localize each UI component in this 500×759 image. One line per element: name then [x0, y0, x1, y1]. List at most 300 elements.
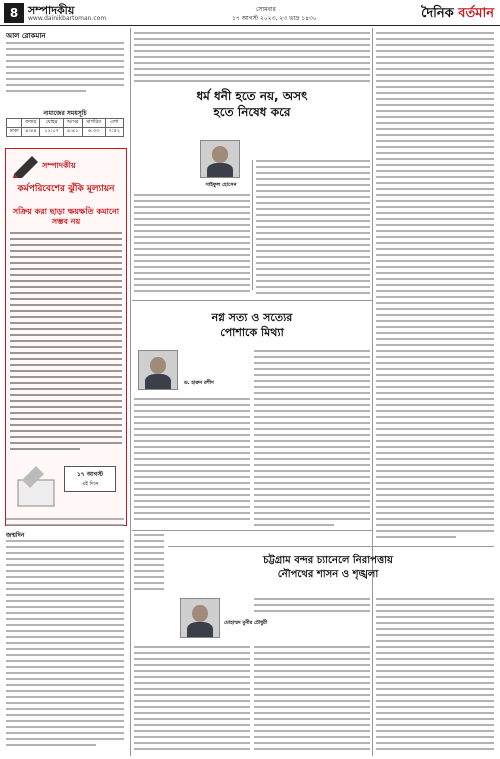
editorial-title: কর্মপরিবেশের ঝুঁকি মূল্যায়ন — [17, 184, 115, 194]
text-line — [6, 54, 124, 56]
text-line — [254, 428, 370, 430]
text-line — [6, 540, 124, 542]
text-line — [254, 610, 370, 612]
logo-text-1: দৈনিক — [421, 6, 459, 21]
text-line — [134, 730, 250, 732]
text-line — [254, 494, 370, 496]
text-line — [376, 676, 494, 678]
this-day-card — [64, 466, 116, 492]
text-line — [376, 224, 494, 226]
text-line — [10, 340, 122, 342]
article-3-headline-line2: নৌপথের শাসন ও শৃঙ্খলা — [277, 569, 379, 580]
text-line — [376, 290, 494, 292]
text-line — [10, 238, 122, 240]
text-line — [256, 160, 370, 162]
text-line — [134, 398, 250, 400]
text-line — [134, 440, 250, 442]
text-line — [254, 512, 370, 514]
text-line — [6, 666, 124, 668]
article-1-author: সাইফুল হোসেন — [205, 182, 237, 188]
text-line — [10, 370, 122, 372]
text-line — [134, 56, 370, 58]
text-line — [376, 410, 494, 412]
text-line — [376, 368, 494, 370]
text-line — [376, 128, 494, 130]
text-line — [134, 254, 250, 256]
text-line — [134, 74, 370, 76]
text-line — [134, 570, 164, 572]
text-line — [376, 530, 494, 532]
text-line — [134, 540, 164, 542]
text-line — [6, 696, 124, 698]
text-line — [376, 284, 494, 286]
text-line — [256, 232, 370, 234]
newspaper-logo — [421, 4, 494, 25]
text-line — [376, 470, 494, 472]
text-line — [10, 268, 122, 270]
text-line — [134, 236, 250, 238]
text-line — [6, 630, 124, 632]
births-heading: জন্মদিন — [6, 532, 25, 539]
text-line — [376, 302, 494, 304]
text-line — [134, 416, 250, 418]
text-line — [134, 688, 250, 690]
text-line — [134, 748, 250, 750]
text-line — [10, 298, 122, 300]
text-line — [376, 518, 494, 520]
text-line — [134, 670, 250, 672]
article-1-headline-line2: হতে নিষেধ করে — [213, 105, 291, 119]
text-line — [254, 688, 370, 690]
page-header — [0, 0, 500, 26]
text-line — [134, 582, 164, 584]
text-line — [376, 610, 494, 612]
text-line — [134, 506, 250, 508]
table-cell: ১২:০৭ — [40, 128, 63, 137]
text-line — [376, 422, 494, 424]
text-line — [254, 646, 370, 648]
text-line — [376, 380, 494, 382]
text-line — [134, 470, 250, 472]
text-line — [6, 636, 124, 638]
text-line — [134, 452, 250, 454]
text-line — [254, 500, 370, 502]
text-line — [6, 594, 124, 596]
text-line — [256, 256, 370, 258]
text-line — [256, 178, 370, 180]
text-line — [376, 206, 494, 208]
text-line — [254, 724, 370, 726]
text-line — [134, 404, 250, 406]
text-line — [256, 214, 370, 216]
text-line — [376, 494, 494, 496]
text-line — [376, 640, 494, 642]
text-line — [376, 712, 494, 714]
text-line — [6, 744, 96, 746]
text-line — [254, 476, 370, 478]
text-line — [376, 748, 494, 750]
text-line — [376, 670, 494, 672]
table-cell: ৬:৩৩ — [82, 128, 105, 137]
text-line — [134, 534, 164, 536]
text-line — [134, 410, 250, 412]
text-line — [256, 262, 370, 264]
text-line — [376, 488, 494, 490]
text-line — [376, 134, 494, 136]
text-line — [254, 356, 370, 358]
text-line — [134, 564, 164, 566]
text-line — [10, 418, 122, 420]
table-row-label: ঢাকা — [7, 128, 22, 137]
text-line — [134, 518, 250, 520]
text-line — [10, 262, 122, 264]
text-line — [256, 172, 370, 174]
text-line — [376, 32, 494, 34]
text-line — [376, 86, 494, 88]
text-line — [10, 352, 122, 354]
text-line — [376, 170, 494, 172]
text-line — [254, 670, 370, 672]
text-line — [376, 164, 494, 166]
text-line — [6, 732, 124, 734]
text-line — [376, 688, 494, 690]
text-line — [254, 458, 370, 460]
text-line — [254, 700, 370, 702]
text-line — [6, 678, 124, 680]
text-line — [254, 416, 370, 418]
text-line — [256, 274, 370, 276]
text-line — [254, 518, 370, 520]
text-line — [376, 176, 494, 178]
text-line — [254, 386, 370, 388]
text-line — [376, 350, 494, 352]
text-line — [134, 552, 164, 554]
text-line — [134, 676, 250, 678]
text-line — [10, 424, 122, 426]
text-line — [134, 742, 250, 744]
editorial-subtitle: সক্রিয় করা ছাড়া ক্ষয়ক্ষতি কমানো সম্ভব নয় — [12, 207, 120, 226]
text-line — [134, 266, 250, 268]
pen-icon — [12, 152, 42, 178]
article-3-author: মোহাম্মদ মুনীর চৌধুরী — [224, 620, 268, 626]
text-line — [376, 338, 494, 340]
text-line — [376, 344, 494, 346]
text-line — [6, 60, 124, 62]
text-line — [376, 296, 494, 298]
text-line — [376, 242, 494, 244]
text-line — [376, 718, 494, 720]
section-rule — [132, 530, 372, 531]
prayer-time-table — [6, 118, 124, 137]
text-line — [254, 374, 370, 376]
table-header: এশা — [105, 119, 123, 128]
text-line — [134, 512, 250, 514]
text-line — [134, 482, 250, 484]
text-line — [376, 682, 494, 684]
text-line — [134, 212, 250, 214]
text-line — [134, 700, 250, 702]
text-line — [134, 476, 250, 478]
text-line — [254, 440, 370, 442]
text-line — [134, 576, 164, 578]
this-day-date: ১৭ আগস্ট — [76, 471, 104, 478]
text-line — [134, 80, 370, 82]
text-line — [376, 188, 494, 190]
text-line — [10, 316, 122, 318]
text-line — [6, 546, 124, 548]
text-line — [10, 256, 122, 258]
text-line — [6, 558, 124, 560]
text-line — [376, 694, 494, 696]
text-line — [254, 730, 370, 732]
text-line — [376, 230, 494, 232]
text-line — [376, 110, 494, 112]
text-line — [10, 310, 122, 312]
text-line — [6, 518, 124, 520]
text-line — [254, 748, 370, 750]
text-line — [256, 202, 370, 204]
table-header: যোহর — [40, 119, 63, 128]
website-link[interactable]: www.dainikbartoman.com — [28, 15, 107, 22]
text-line — [376, 116, 494, 118]
text-line — [376, 272, 494, 274]
text-line — [256, 220, 370, 222]
text-line — [134, 272, 250, 274]
text-line — [376, 50, 494, 52]
text-line — [376, 664, 494, 666]
author-name: আল রোকমান — [6, 32, 46, 40]
article-2-headline-line2: পোশাকে মিথ্যা — [220, 326, 284, 339]
text-line — [256, 196, 370, 198]
text-line — [6, 612, 124, 614]
text-line — [376, 248, 494, 250]
table-header: মাগরিব — [82, 119, 105, 128]
text-line — [254, 694, 370, 696]
text-line — [376, 374, 494, 376]
text-line — [6, 524, 124, 526]
text-line — [256, 286, 370, 288]
text-line — [134, 200, 250, 202]
text-line — [6, 702, 124, 704]
text-line — [10, 448, 80, 450]
text-line — [254, 482, 370, 484]
table-corner — [7, 119, 22, 128]
text-line — [6, 606, 124, 608]
text-line — [6, 588, 124, 590]
text-line — [376, 260, 494, 262]
text-line — [376, 392, 494, 394]
text-line — [254, 410, 370, 412]
text-line — [10, 292, 122, 294]
text-line — [10, 304, 122, 306]
text-line — [6, 708, 124, 710]
text-line — [134, 422, 250, 424]
text-line — [134, 434, 250, 436]
text-line — [256, 208, 370, 210]
text-line — [6, 72, 124, 74]
text-line — [376, 266, 494, 268]
text-line — [254, 664, 370, 666]
text-line — [134, 494, 250, 496]
text-line — [134, 658, 250, 660]
text-line — [376, 278, 494, 280]
text-line — [10, 406, 122, 408]
table-cell: ৪:৪৪ — [22, 128, 40, 137]
text-line — [376, 458, 494, 460]
text-line — [256, 190, 370, 192]
text-line — [376, 200, 494, 202]
text-line — [254, 404, 370, 406]
editorial-label: সম্পাদকীয় — [42, 161, 76, 170]
text-line — [254, 712, 370, 714]
text-line — [134, 652, 250, 654]
article-3-headline-line1: চট্টগ্রাম বন্দর চ্যানেলে নিরাপত্তায় — [263, 555, 393, 566]
text-line — [6, 726, 124, 728]
text-line — [134, 706, 250, 708]
text-line — [376, 80, 494, 82]
text-line — [376, 218, 494, 220]
article-3-headline — [168, 554, 488, 582]
text-line — [254, 736, 370, 738]
article-2-author-photo — [138, 350, 178, 390]
text-line — [6, 570, 124, 572]
text-line — [10, 244, 122, 246]
article-1-headline — [168, 88, 336, 120]
text-line — [254, 682, 370, 684]
text-line — [10, 388, 122, 390]
column-rule — [130, 28, 131, 756]
table-cell: ৪:৪১ — [63, 128, 82, 137]
table-cell: ৭:৫২ — [105, 128, 123, 137]
text-line — [134, 458, 250, 460]
text-line — [6, 618, 124, 620]
text-line — [376, 646, 494, 648]
text-line — [256, 166, 370, 168]
text-line — [376, 416, 494, 418]
text-line — [254, 742, 370, 744]
text-line — [376, 68, 494, 70]
text-line — [254, 604, 370, 606]
text-line — [376, 736, 494, 738]
text-line — [376, 604, 494, 606]
text-line — [254, 434, 370, 436]
book-illustration-icon — [14, 462, 58, 512]
this-day-sub: এই দিনে — [81, 481, 99, 487]
text-line — [376, 326, 494, 328]
text-line — [254, 488, 370, 490]
text-line — [376, 254, 494, 256]
text-line — [254, 368, 370, 370]
text-line — [376, 140, 494, 142]
text-line — [10, 334, 122, 336]
text-line — [6, 48, 124, 50]
text-line — [376, 730, 494, 732]
text-line — [376, 700, 494, 702]
text-line — [376, 356, 494, 358]
text-line — [376, 152, 494, 154]
text-line — [134, 464, 250, 466]
article-2-headline-line1: নগ্ন সত্য ও সত্যের — [211, 311, 293, 324]
text-line — [254, 446, 370, 448]
text-line — [254, 350, 370, 352]
text-line — [376, 434, 494, 436]
text-line — [376, 308, 494, 310]
text-line — [134, 646, 250, 648]
text-line — [134, 546, 164, 548]
article-3-author-photo — [180, 598, 220, 638]
text-line — [10, 250, 122, 252]
prayer-table-title: নামাজের সময়সূচি — [43, 110, 87, 117]
column-rule — [372, 28, 373, 756]
text-line — [134, 428, 250, 430]
text-line — [134, 712, 250, 714]
text-line — [134, 194, 250, 196]
text-line — [376, 314, 494, 316]
text-line — [376, 332, 494, 334]
text-line — [376, 428, 494, 430]
text-line — [6, 90, 86, 92]
text-line — [6, 738, 124, 740]
text-line — [6, 684, 124, 686]
logo-text-2: বর্তমান — [458, 6, 494, 21]
text-line — [6, 66, 124, 68]
text-line — [376, 536, 456, 538]
text-line — [254, 398, 370, 400]
text-line — [10, 376, 122, 378]
text-line — [376, 452, 494, 454]
text-line — [256, 184, 370, 186]
text-line — [256, 292, 370, 294]
text-line — [134, 44, 370, 46]
text-line — [134, 260, 250, 262]
text-line — [134, 290, 250, 292]
text-line — [376, 158, 494, 160]
text-line — [6, 564, 124, 566]
text-line — [6, 690, 124, 692]
text-line — [376, 482, 494, 484]
text-line — [254, 470, 370, 472]
text-line — [6, 642, 124, 644]
text-line — [6, 576, 124, 578]
text-line — [134, 248, 250, 250]
text-line — [376, 398, 494, 400]
text-line — [134, 446, 250, 448]
text-line — [10, 436, 122, 438]
text-line — [10, 280, 122, 282]
text-line — [10, 430, 122, 432]
article-2-headline — [132, 310, 372, 340]
text-line — [376, 506, 494, 508]
text-line — [6, 654, 124, 656]
text-line — [134, 50, 370, 52]
column-rule — [252, 160, 253, 290]
text-line — [376, 104, 494, 106]
text-line — [376, 362, 494, 364]
text-line — [376, 62, 494, 64]
section-rule — [168, 546, 494, 547]
text-line — [134, 736, 250, 738]
text-line — [134, 718, 250, 720]
text-line — [376, 92, 494, 94]
text-line — [376, 212, 494, 214]
text-line — [376, 706, 494, 708]
text-line — [134, 488, 250, 490]
text-line — [376, 742, 494, 744]
text-line — [6, 582, 124, 584]
text-line — [6, 660, 124, 662]
article-1-author-photo — [200, 140, 240, 178]
page-number: 8 — [4, 3, 24, 23]
